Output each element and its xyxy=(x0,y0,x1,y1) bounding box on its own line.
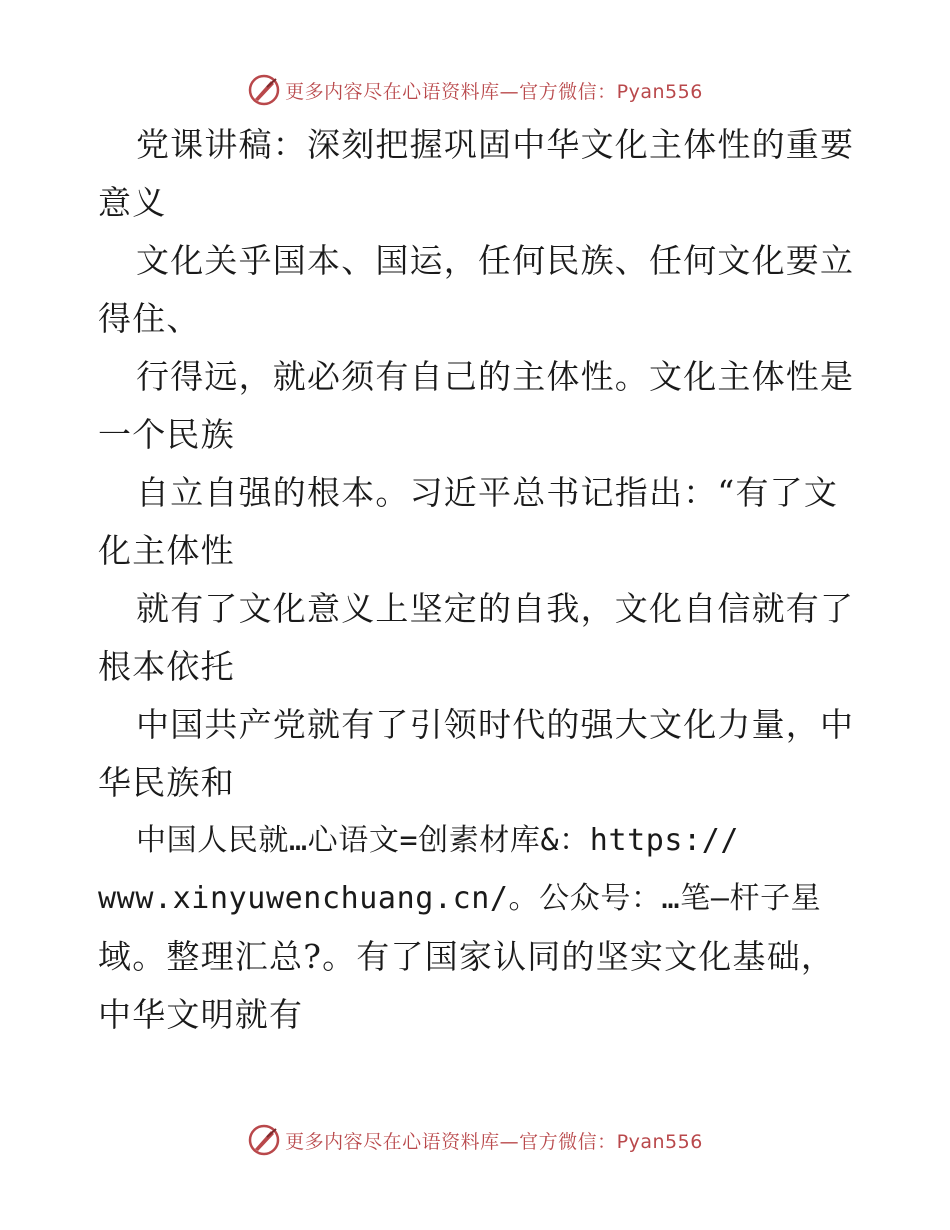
document-line: 意义 xyxy=(98,183,167,222)
document-line: 党课讲稿：深刻把握巩固中华文化主体性的重要 xyxy=(136,125,855,164)
document-line: 中国共产党就有了引领时代的强大文化力量，中 xyxy=(136,705,855,744)
header-banner xyxy=(0,68,950,112)
document-line: 域。整理汇总?。有了国家认同的坚实文化基础， xyxy=(98,937,836,976)
document-body xyxy=(98,116,853,1044)
document-line: 一个民族 xyxy=(98,415,235,454)
document-line: 根本依托 xyxy=(98,647,235,686)
document-line: 自立自强的根本。习近平总书记指出：“有了文 xyxy=(136,473,839,512)
document-line: 华民族和 xyxy=(98,763,235,802)
document-line: 文化关乎国本、国运，任何民族、任何文化要立 xyxy=(136,241,855,280)
document-line: 化主体性 xyxy=(98,531,235,570)
document-line: 中华文明就有 xyxy=(98,995,304,1034)
quill-logo-icon xyxy=(247,73,281,107)
document-line: 就有了文化意义上坚定的自我，文化自信就有了 xyxy=(136,589,855,628)
header-banner-text: 更多内容尽在心语资料库—官方微信：Pyan556 xyxy=(285,80,703,103)
footer-banner-text: 更多内容尽在心语资料库—官方微信：Pyan556 xyxy=(285,1130,703,1153)
document-line: 中国人民就…心语文=创素材库&：https:// xyxy=(136,823,740,858)
document-line: www.xinyuwenchuang.cn/。公众号：…笔—杆子星 xyxy=(98,881,822,916)
quill-logo-icon xyxy=(247,1123,281,1157)
document-line: 行得远，就必须有自己的主体性。文化主体性是 xyxy=(136,357,855,396)
document-line: 得住、 xyxy=(98,299,201,338)
footer-banner xyxy=(0,1118,950,1162)
